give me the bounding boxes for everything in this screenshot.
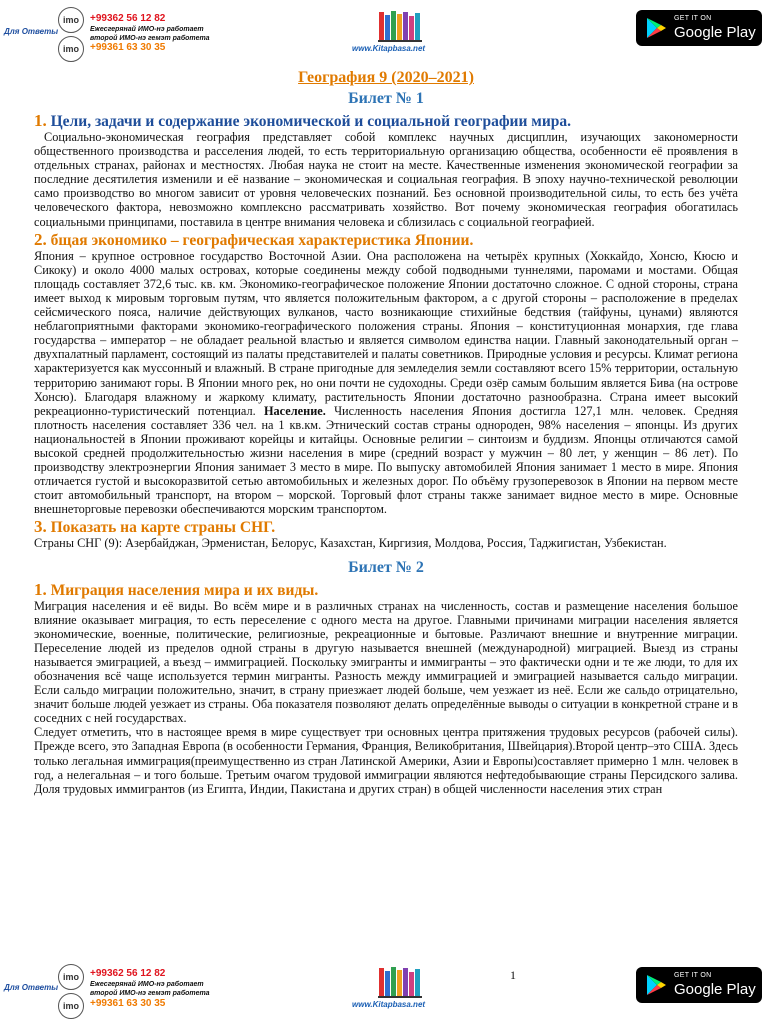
footer-band: [0, 964, 768, 1024]
paragraph: [34, 249, 738, 517]
badge-small-text: GET IT ON: [674, 972, 712, 979]
page-number: 1: [510, 968, 516, 982]
badge-big-text: Google Play: [674, 24, 756, 41]
question-title: Цели, задачи и содержание экономической и социальной географии мира.: [50, 113, 572, 130]
imo-icon: imo: [58, 36, 84, 62]
phone-number-2[interactable]: +99361 63 30 35: [90, 42, 166, 53]
play-triangle-icon: [645, 974, 667, 996]
question-heading: [34, 231, 738, 249]
phone-number-1[interactable]: +99362 56 12 82: [90, 13, 166, 24]
imo-icon: imo: [58, 993, 84, 1019]
phone-number-1[interactable]: +99362 56 12 82: [90, 968, 166, 979]
question-title: Миграция населения мира и их виды.: [50, 581, 319, 599]
paragraph: Следует отметить, что в настоящее время в мире существует три основных центра притяжения трудовых ресурсов (рабочей силы). Прежде всего, это Западная Европа (в особенности Германия, Франция, Великобритания, Швейцария).Второй центр–это США. Здесь только легальная иммиграция(преимущественно из стран Латинской Америки, Азии и Европы)составляет примерно 1 млн. человек в год, а нелегальная – и того больше. Третьим очагом трудовой иммиграции являются нефтедобывающие страны Персидского залива. Доля трудовых иммигрантов (из Египта, Индии, Пакистана и других стран) в общей численности населения этих стран: [34, 725, 738, 796]
google-play-badge[interactable]: [636, 967, 762, 1003]
paragraph-text: Численность населения Япония достигла 127,1 млн. человек. Средняя плотность населения составляет 336 чел. на 1 кв.км. Этнический состав страны однороден, 98% населения – японцы. Из других национальностей в Японии проживают корейцы и китайцы. Основные религии – синтоизм и буддизм. Японцы отличаются самой высокой средней продолжительностью жизни населения в мире (средний возраст у мужчин – 80 лет, у женщин – 86 лет). По производству электроэнергии Япония занимает 3 место в мире. По выпуску автомобилей Япония занимает 1 место в мире. Япония отличается густой и высокоразвитой сетью автомобильных и железных дорог. По объёму грузоперевозок в Японии на первом месте стоит автомобильный транспорт, на втором – морской. Торговый флот страны также занимает видное место в мире. Основные внешнеторговые перевозки обеспечиваются морским транспортом.: [34, 403, 739, 517]
books-icon: [378, 966, 426, 998]
books-icon: [378, 10, 426, 42]
paragraph: Миграция населения и её виды. Во всём мире и в различных странах на численность, состав и размещение населения большое влияние оказывает миграция, то есть переселение с одного места на другое. Главными причинами миграции населения является экономические, военные, политические, религиозные, рекреационные и бытовые. Различают внешние и внутренние миграции. Переселение людей из пределов одной страны в другую называется внешней (международной) миграцией. Выезд из страны называется эмиграцией, а въезд – иммиграцией. Поскольку эмигранты и иммигранты – это фактически одни и те же люди, то для их обозначения всё чаще используется термин мигранты. Разность между иммиграцией и эмиграцией называется сальдо миграции. Если сальдо миграции положительно, значит, в страну приезжает людей больше, чем уезжает из неё. Если же сальдо отрицательно, значит больше людей уезжает из страны. Оба показателя позволяют делать определённые выводы о ситуации в конкретной стране и в соседних с ней государствах.: [34, 598, 738, 726]
site-link[interactable]: www.Kitapbasa.net: [352, 44, 426, 53]
paragraph: Страны СНГ (9): Азербайджан, Эрменистан, Белорус, Казахстан, Киргизия, Молдова, Россия, Таджигистан, Узбекистан.: [34, 536, 667, 551]
badge-small-text: GET IT ON: [674, 15, 712, 22]
side-label: Для Ответы: [4, 983, 59, 992]
question-heading: [34, 112, 738, 130]
site-link[interactable]: www.Kitapbasa.net: [352, 1000, 426, 1009]
badge-big-text: Google Play: [674, 981, 756, 998]
question-heading: [34, 581, 738, 599]
ticket-2-heading: Билет № 2: [348, 558, 424, 576]
question-number: 1.: [34, 111, 47, 130]
google-play-badge[interactable]: [636, 10, 762, 46]
question-heading: [34, 518, 738, 536]
question-number: 2.: [34, 229, 47, 249]
question-title: Показать на карте страны СНГ.: [50, 519, 276, 537]
question-title: бщая экономико – географическая характеристика Японии.: [50, 231, 474, 249]
document-title: География 9 (2020–2021): [298, 69, 474, 86]
header-note: Ежесгерянай ИМО-нэ работает второй ИМО-нэ гемэт работета: [90, 981, 210, 997]
play-triangle-icon: [645, 17, 667, 39]
question-number: 1.: [34, 579, 47, 599]
ticket-1-heading: Билет № 1: [348, 90, 424, 107]
phone-number-2[interactable]: +99361 63 30 35: [90, 998, 166, 1009]
bold-term: Население.: [263, 403, 326, 418]
imo-icon: imo: [58, 7, 84, 33]
paragraph: Социально-экономическая география представляет собой комплекс научных дисциплин, изучающих закономерности общественного производства и расселения людей, то есть территориальную организацию общества, особенности её проявления в отдельных странах, районах и местностях. Любая наука не стоит на месте. Качественные изменения экономической географии за последние десятилетия изменили и её название – экономическая и социальная география. В эпоху научно-технической революции само производство во многом зависит от уровня человеческих познаний. Без основной производительной силы, то есть без учёта человеческого фактора, невозможно комплексно рассматривать хозяйство. Вот почему экономическая география обогатилась социальными принципами, поставила в центре внимания человека и сблизилась с социальной географией.: [34, 130, 738, 229]
question-number: 3.: [34, 517, 47, 537]
side-label: Для Ответы: [4, 27, 59, 36]
header-note: Ежесгерянай ИМО-нэ работает второй ИМО-нэ гемэт работета: [90, 26, 210, 42]
imo-icon: imo: [58, 964, 84, 990]
paragraph-text: Япония – крупное островное государство Восточной Азии. Она расположена на четырёх крупных (Хоккайдо, Хонсю, Кюсю и Сикоку) и около 4000 малых островах, которые соединены между собой подводными туннелями, паромами и мостами. Общая площадь составляет 372,6 тыс. кв. км. Экономико-географическое положение Японии достаточно сложное. С одной стороны, страна имеет выход к мировым торговым путям, что является положительным фактором, а с другой стороны – расположение в пределах сейсмического пояса, наличие действующих вулканов, часто возникающие стихийные бедствия (тайфуны, цунами) являются неблагоприятными факторами экономико-географического положения страны. Япония – конституционная монархия, где глава государства – император – не обладает реальной властью и является символом единства нации. Главный законодательный орган – двухпалатный парламент, состоящий из палаты представителей и палаты советников. Природные условия и ресурсы. Климат региона характеризуется как муссонный и влажный. В стране пригодные для земледелия земли составляют всего 15% территории, остальную территорию занимают горы. В Японии много рек, но они почти не судоходны. Среди озёр самым большим является Бива (на острове Хонсю). Благодаря влажному и жаркому климату, растительность Японии достаточно разнообразна. Страна имеет высокий рекреационно-туристический потенциал.: [34, 248, 738, 418]
document-body: [34, 68, 738, 796]
header-band: [0, 0, 768, 60]
